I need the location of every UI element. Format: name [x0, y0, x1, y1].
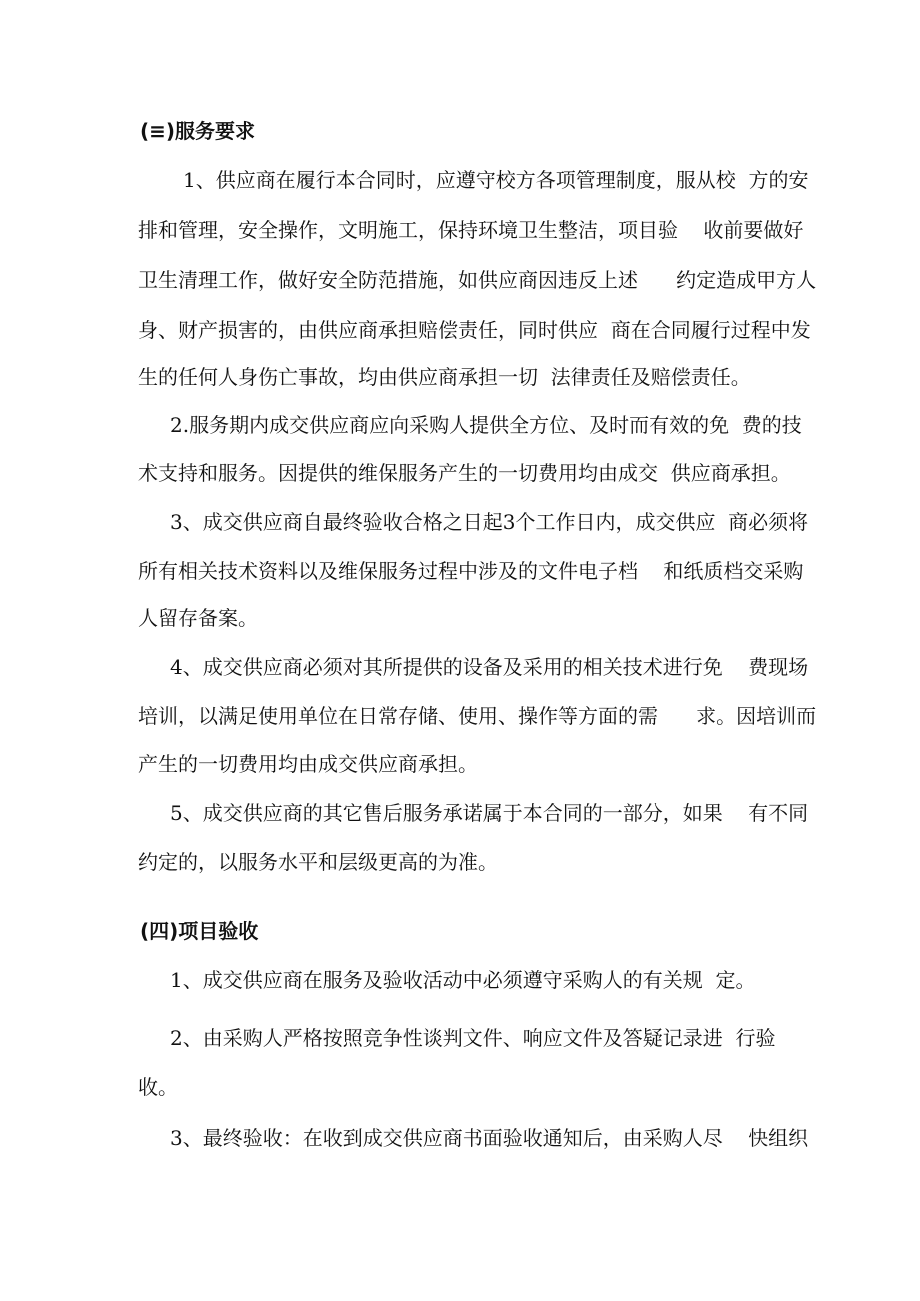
- section-heading-service-requirements: (≡)服务要求: [140, 119, 256, 143]
- paragraph-line: 3、成交供应商自最终验收合格之日起3个工作日内，成交供应 商必须将: [170, 510, 809, 534]
- paragraph-line: 4、成交供应商必须对其所提供的设备及采用的相关技术进行免 费现场: [170, 655, 809, 679]
- paragraph-line: 1、成交供应商在服务及验收活动中必须遵守采购人的有关规 定。: [170, 968, 756, 992]
- section-heading-project-acceptance: (四)项目验收: [140, 919, 259, 943]
- paragraph-line: 产生的一切费用均由成交供应商承担。: [138, 752, 478, 776]
- paragraph-line: 2、由采购人严格按照竞争性谈判文件、响应文件及答疑记录进 行验: [170, 1026, 776, 1050]
- paragraph-line: 排和管理，安全操作，文明施工，保持环境卫生整洁，项目验 收前要做好: [138, 218, 804, 242]
- paragraph-line: 2.服务期内成交供应商应向采购人提供全方位、及时而有效的免 费的技: [170, 413, 802, 437]
- paragraph-line: 5、成交供应商的其它售后服务承诺属于本合同的一部分，如果 有不同: [170, 801, 809, 825]
- paragraph-line: 3、最终验收：在收到成交供应商书面验收通知后，由采购人尽 快组织: [170, 1126, 809, 1150]
- paragraph-line: 术支持和服务。因提供的维保服务产生的一切费用均由成交 供应商承担。: [138, 461, 791, 485]
- paragraph-line: 1、供应商在履行本合同时，应遵守校方各项管理制度，服从校 方的安: [183, 168, 809, 192]
- paragraph-line: 生的任何人身伤亡事故，均由供应商承担一切 法律责任及赔偿责任。: [138, 365, 751, 389]
- paragraph-line: 卫生清理工作，做好安全防范措施，如供应商因违反上述 约定造成甲方人: [138, 268, 817, 292]
- paragraph-line: 身、财产损害的，由供应商承担赔偿责任，同时供应 商在合同履行过程中发: [138, 318, 811, 342]
- paragraph-line: 所有相关技术资料以及维保服务过程中涉及的文件电子档 和纸质档交采购: [138, 559, 804, 583]
- paragraph-line: 培训，以满足使用单位在日常存储、使用、操作等方面的需 求。因培训而: [138, 704, 817, 728]
- paragraph-line: 收。: [138, 1075, 178, 1099]
- paragraph-line: 约定的，以服务水平和层级更高的为准。: [138, 850, 498, 874]
- paragraph-line: 人留存备案。: [138, 606, 258, 630]
